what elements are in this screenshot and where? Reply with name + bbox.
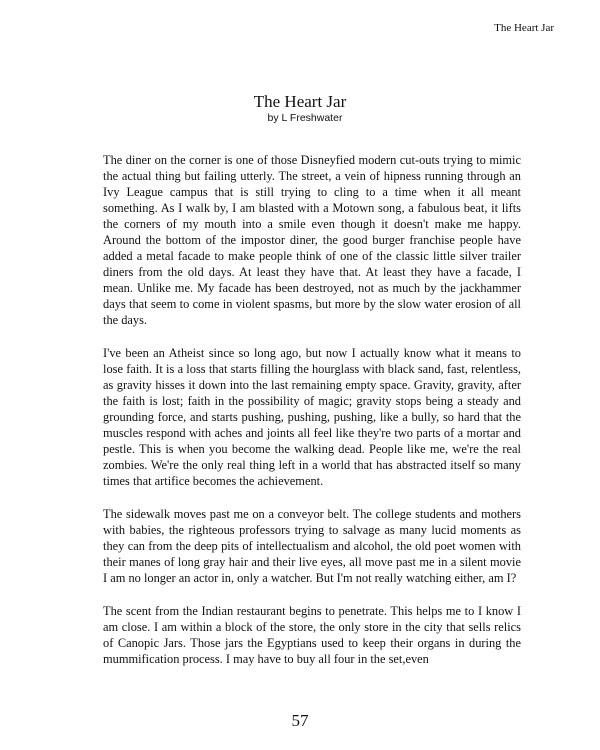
page-number: 57 xyxy=(291,711,309,730)
paragraph-4: The scent from the Indian restaurant begins to penetrate. This helps me to I know I am close. I am within a block of the store, the only store in the city that sells relics of Canopic Jars. Those jars the Egyptians used to keep their organs in during the mummification process. I may have to buy all four in the set,even xyxy=(103,604,521,666)
story-body xyxy=(103,152,521,684)
running-header: The Heart Jar xyxy=(494,22,554,34)
paragraph-3: The sidewalk moves past me on a conveyor belt. The college students and mothers with babies, the righteous professors trying to salvage as many lucid moments as they can from the deep pits of intellectualism and alcohol, the old poet women with their manes of long gray hair and their live eyes, all move past me in a silent movie I am no longer an actor in, only a watcher. But I'm not really watching either, am I? xyxy=(103,507,521,585)
story-title: The Heart Jar xyxy=(253,92,347,111)
story-byline: by L Freshwater xyxy=(267,112,343,124)
paragraph-1: The diner on the corner is one of those Disneyfied modern cut-outs trying to mimic the actual thing but failing utterly. The street, a vein of hipness running through an Ivy League campus that is still trying to cling to a time when it all meant something. As I walk by, I am blasted with a Motown song, a fabulous beat, it lifts the corners of my mouth into a smile even though it doesn't make me happy. Around the bottom of the impostor diner, the good burger franchise people have added a metal facade to make people think of one of the classic little silver trailer diners from the old days. At least they have that. At least they have a facade, I mean. Unlike me. My facade has been destroyed, not as much by the jackhammer days that seem to come in violent spasms, but more by the slow water erosion of all the days. xyxy=(103,153,521,327)
title-block xyxy=(0,92,600,124)
paragraph-2: I've been an Atheist since so long ago, but now I actually know what it means to lose faith. It is a loss that starts filling the hourglass with black sand, fast, relentless, as gravity hisses it down into the last remaining empty space. Gravity, gravity, after the faith is lost; faith in the possibility of magic; gravity stops being a steady and grounding force, and starts pushing, pushing, pushing, like a bully, so hard that the muscles respond with aches and joints all feel like they're two parts of a mortar and pestle. This is when you become the walking dead. People like me, we're the real zombies. We're the only real thing left in a world that has abstracted itself so many times that artifice becomes the achievement. xyxy=(103,346,521,488)
